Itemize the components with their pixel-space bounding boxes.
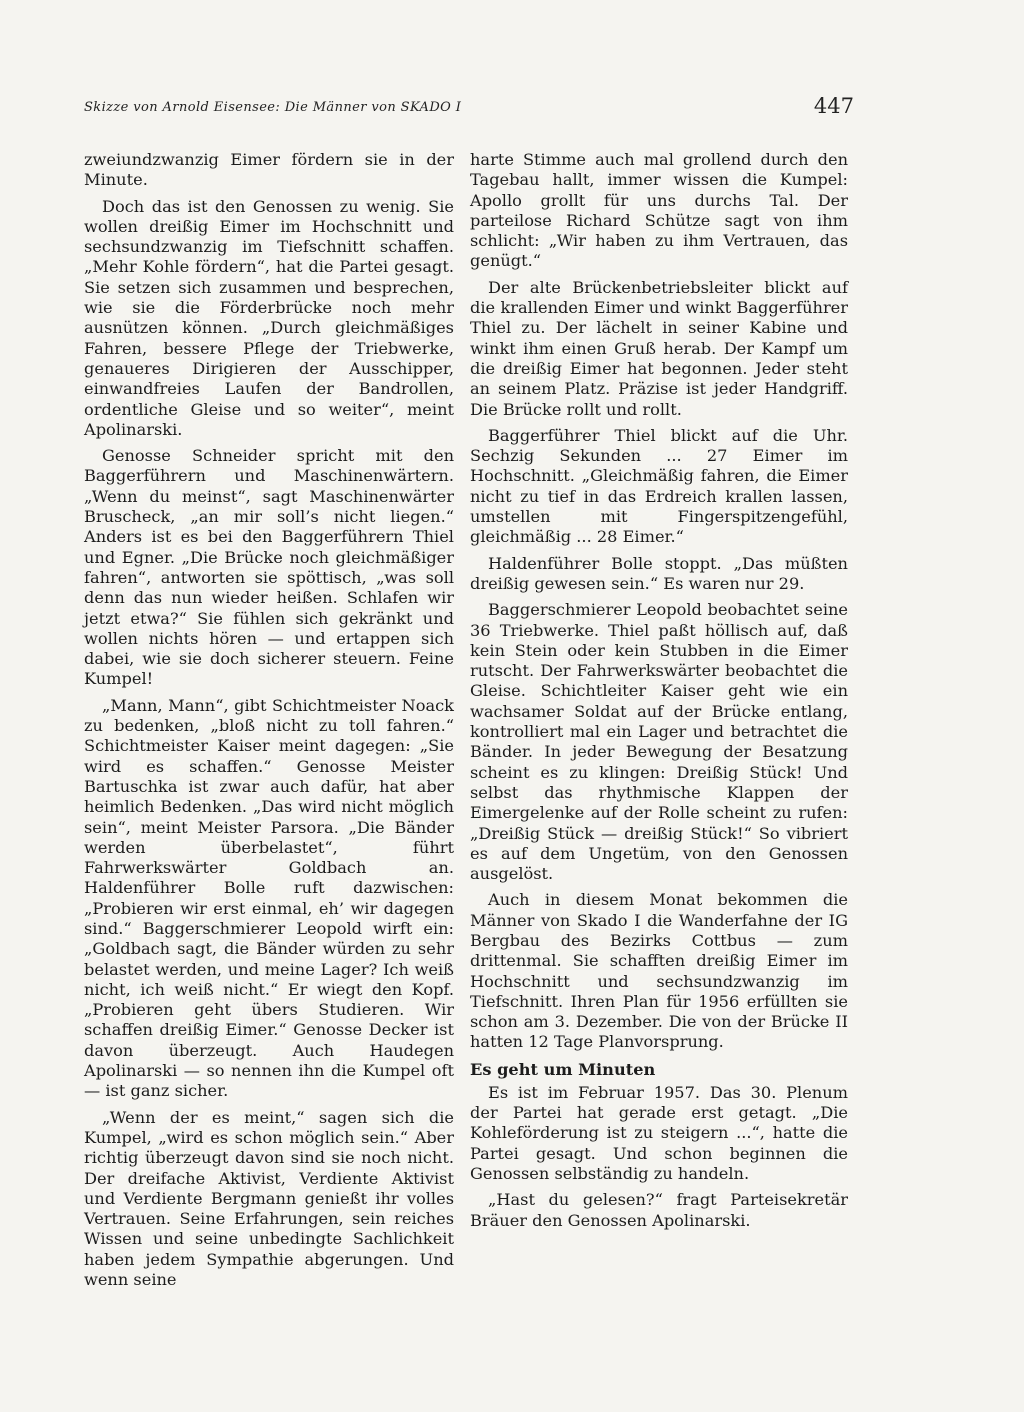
running-title: Skizze von Arnold Eisensee: Die Männer von SKADO I (84, 100, 462, 115)
paragraph: Der alte Brückenbetriebsleiter blickt auf die krallenden Eimer und winkt Baggerführer Thiel zu. Der lächelt in seiner Kabine und winkt ihm einen Gruß herab. Der Kampf um die dreißig Eimer hat begonnen. Jeder steht an seinem Platz. Präzise ist jeder Handgriff. Die Brücke rollt und rollt. (470, 277, 848, 419)
paragraph: Baggerführer Thiel blickt auf die Uhr. Sechzig Sekunden ... 27 Eimer im Hochschnitt. „Gleichmäßig fahren, die Eimer nicht zu tief in das Erdreich krallen lassen, umstellen mit Fingerspitzengefühl, gleichmäßig ... 28 Eimer.“ (470, 425, 848, 547)
paragraph: Doch das ist den Genossen zu wenig. Sie wollen dreißig Eimer im Hochschnitt und sechsundzwanzig im Tiefschnitt schaffen. „Mehr Kohle fördern“, hat die Partei gesagt. Sie setzen sich zusammen und besprechen, wie sie die Förderbrücke noch mehr ausnützen können. „Durch gleichmäßiges Fahren, bessere Pflege der Triebwerke, genaueres Dirigieren der Ausschipper, einwandfreies Laufen der Bandrollen, ordentliche Gleise und so weiter“, meint Apolinarski. (84, 196, 454, 439)
paragraph: Auch in diesem Monat bekommen die Männer von Skado I die Wanderfahne der IG Bergbau des Bezirks Cottbus — zum drittenmal. Sie schafften dreißig Eimer im Hochschnitt und sechsundzwanzig im Tiefschnitt. Ihren Plan für 1956 erfüllten sie schon am 3. Dezember. Die von der Brücke II hatten 12 Tage Planvorsprung. (470, 890, 848, 1052)
paragraph: harte Stimme auch mal grollend durch den Tagebau hallt, immer wissen die Kumpel: Apollo grollt für uns durchs Tal. Der parteilose Richard Schütze sagt von ihm schlicht: „Wir haben zu ihm Vertrauen, das genügt.“ (470, 150, 848, 271)
paragraph: Baggerschmierer Leopold beobachtet seine 36 Triebwerke. Thiel paßt höllisch auf, daß kein Stein oder kein Stubben in die Eimer rutscht. Der Fahrwerkswärter beobachtet die Gleise. Schichtleiter Kaiser geht wie ein wachsamer Soldat auf der Brücke entlang, kontrolliert mal ein Lager und betrachtet die Bänder. In jeder Bewegung der Besatzung scheint es zu klingen: Dreißig Stück! Und selbst das rhythmische Klappen der Eimergelenke auf der Rolle scheint zu rufen: „Dreißig Stück — dreißig Stück!“ So vibriert es auf dem Ungetüm, von den Genossen ausgelöst. (470, 600, 848, 884)
section-heading: Es geht um Minuten (470, 1059, 656, 1079)
left-column (84, 150, 454, 1296)
paragraph: Genosse Schneider spricht mit den Baggerführern und Maschinenwärtern. „Wenn du meinst“, sagt Maschinenwärter Bruscheck, „an mir soll’s nicht liegen.“ Anders ist es bei den Baggerführern Thiel und Egner. „Die Brücke noch gleichmäßiger fahren“, antworten sie spöttisch, „was soll denn das nun wieder heißen. Schlafen wir jetzt etwa?“ Sie fühlen sich gekränkt und wollen nichts hören — und ertappen sich dabei, wie sie doch sicherer steuern. Feine Kumpel! (84, 446, 454, 689)
paragraph: „Wenn der es meint,“ sagen sich die Kumpel, „wird es schon möglich sein.“ Aber richtig überzeugt davon sind sie noch nicht. Der dreifache Aktivist, Verdiente Aktivist und Verdiente Bergmann genießt ihr volles Vertrauen. Seine Erfahrungen, sein reiches Wissen und seine unbedingte Sachlichkeit haben jedem Sympathie abgerungen. Und wenn seine (84, 1107, 454, 1290)
paragraph: „Hast du gelesen?“ fragt Parteisekretär Bräuer den Genossen Apolinarski. (470, 1190, 848, 1230)
right-column (470, 150, 848, 1237)
paragraph: Haldenführer Bolle stoppt. „Das müßten dreißig gewesen sein.“ Es waren nur 29. (470, 553, 848, 593)
paragraph: Es ist im Februar 1957. Das 30. Plenum der Partei hat gerade erst getagt. „Die Kohleförderung ist zu steigern ...“, hatte die Partei gesagt. Und schon beginnen die Genossen selbständig zu handeln. (470, 1082, 848, 1183)
paragraph: zweiundzwanzig Eimer fördern sie in der Minute. (84, 150, 454, 190)
running-header (84, 94, 854, 132)
paragraph: „Mann, Mann“, gibt Schichtmeister Noack zu bedenken, „bloß nicht zu toll fahren.“ Schichtmeister Kaiser meint dagegen: „Sie wird es schaffen.“ Genosse Meister Bartuschka ist zwar auch dafür, hat aber heimlich Bedenken. „Das wird nicht möglich sein“, meint Meister Parsora. „Die Bänder werden überbelastet“, führt Fahrwerkswärter Goldbach an. Haldenführer Bolle ruft dazwischen: „Probieren wir erst einmal, eh’ wir dagegen sind.“ Baggerschmierer Leopold wirft ein: „Goldbach sagt, die Bänder würden zu sehr belastet werden, und meine Lager? Ich weiß nicht, ich weiß nicht.“ Er wiegt den Kopf. „Probieren geht übers Studieren. Wir schaffen dreißig Eimer.“ Genosse Decker ist davon überzeugt. Auch Haudegen Apolinarski — so nennen ihn die Kumpel oft — ist ganz sicher. (84, 695, 454, 1101)
page-number: 447 (813, 94, 854, 118)
